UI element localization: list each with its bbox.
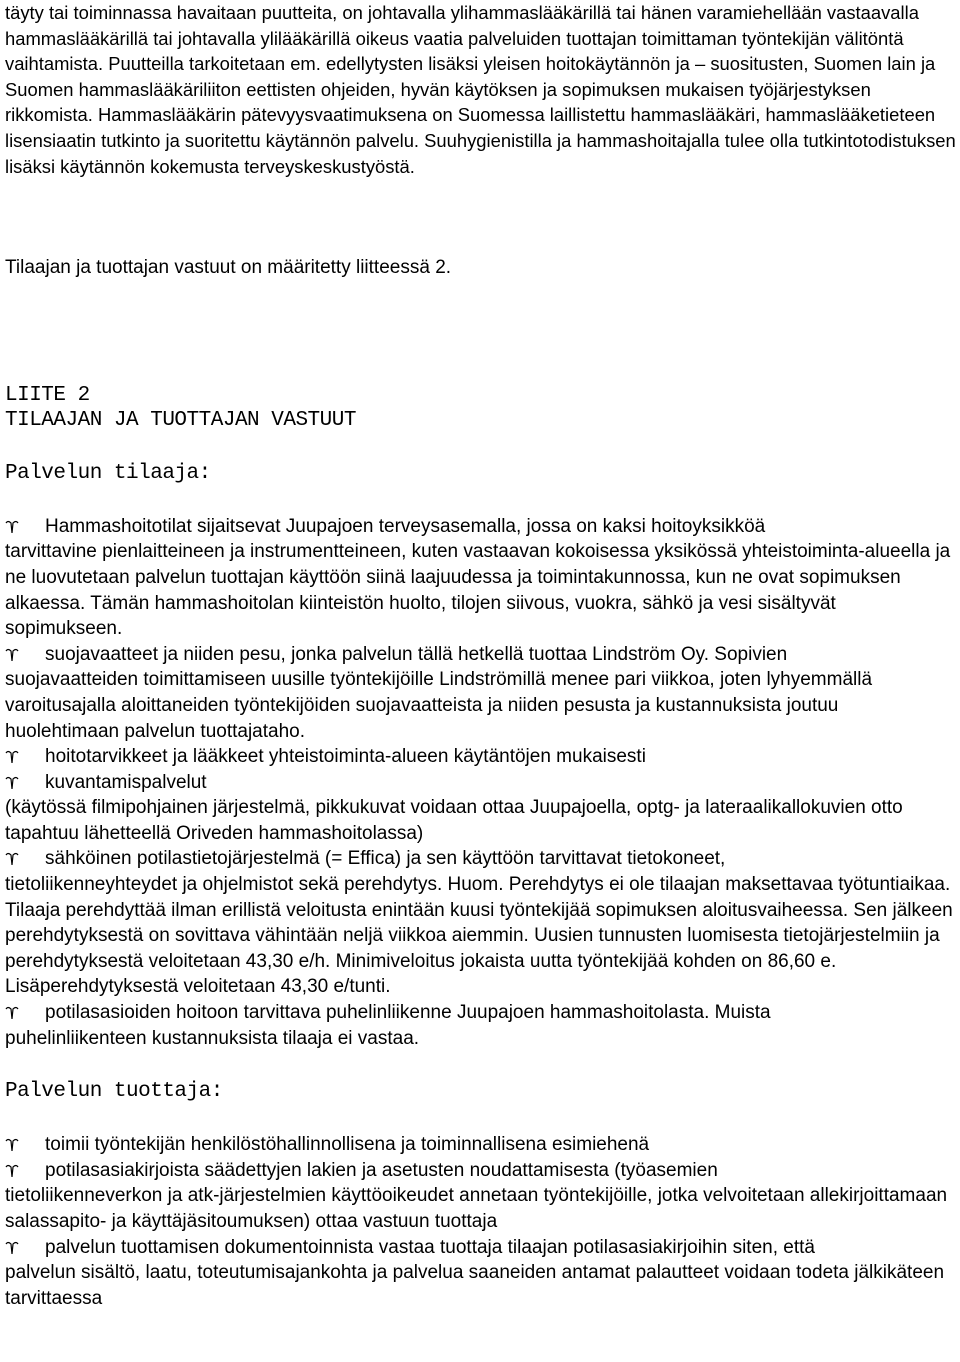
list-item xyxy=(5,744,957,770)
list-item-first-line: potilasasioiden hoitoon tarvittava puhelinliikenne Juupajoen hammashoitolasta. Muista xyxy=(45,1002,771,1024)
tilaaja-heading: Palvelun tilaaja: xyxy=(5,461,211,485)
aries-bullet-icon xyxy=(5,1000,45,1020)
list-item xyxy=(5,1132,957,1158)
list-item xyxy=(5,1158,957,1235)
list-item-continuation: suojavaatteiden toimittamiseen uusille työntekijöille Lindströmillä menee pari viikkoa, joten lyhyemmällä varoitusajalla aloittaneiden työntekijöiden suojavaatteista ja niiden pesusta ja kustannuksista joutuu huolehtimaan palvelun tuottajataho. xyxy=(5,669,873,742)
appendix-title: TILAAJAN JA TUOTTAJAN VASTUUT xyxy=(5,408,356,432)
aries-bullet-icon xyxy=(5,1132,45,1152)
list-item-first-line: suojavaatteet ja niiden pesu, jonka palvelun tällä hetkellä tuottaa Lindström Oy. Sopivien xyxy=(45,643,788,665)
list-item-continuation: (käytössä filmipohjainen järjestelmä, pikkukuvat voidaan ottaa Juupajoella, optg- ja lateraalikallokuvien otto tapahtuu lähetteellä Oriveden hammashoitolassa) xyxy=(5,797,903,844)
intro-paragraph: täyty tai toiminnassa havaitaan puutteita, on johtavalla ylihammaslääkärillä tai hänen varamiehellään vastaavalla hammaslääkärillä tai johtavalla ylilääkärillä oikeus vaatia palveluiden tuottajan toimittaman työntekijän välitöntä vaihtamista. Puutteilla tarkoitetaan em. edellytysten lisäksi yleisen hoitokäytännön ja – suositusten, Suomen lain ja Suomen hammaslääkäriliiton eettisten ohjeiden, hyvän käytöksen ja sopimuksen mukaisen työjärjestyksen rikkomista. Hammaslääkärin pätevyysvaatimuksena on Suomessa laillistettu hammaslääkäri, hammaslääketieteen lisensiaatin tutkinto ja suoritettu käytännön palvelu. Suuhygienistilla ja hammashoitajalla tulee olla tutkintotodistuksen lisäksi käytännön kokemusta terveyskeskustyöstä. xyxy=(5,2,956,177)
aries-bullet-icon xyxy=(5,770,45,790)
list-item-first-line: potilasasiakirjoista säädettyjen lakien ja asetusten noudattamisesta (työasemien xyxy=(45,1159,718,1181)
list-item-first-line: hoitotarvikkeet ja lääkkeet yhteistoiminta-alueen käytäntöjen mukaisesti xyxy=(45,746,646,768)
tuottaja-list xyxy=(5,1132,957,1311)
list-item-continuation: tietoliikenneyhteydet ja ohjelmistot sekä perehdytys. Huom. Perehdytys ei ole tilaajan maksettavaa työtuntiaikaa. Tilaaja perehdyttää ilman erillistä veloitusta enintään kuusi työntekijää sopimuksen aloitusvaiheessa. Sen jälkeen perehdytyksestä on sovittava vähintään neljä viikkoa aiemmin. Uusien tunnusten luomisesta tietojärjestelmiin ja perehdytyksestä veloitetaan 43,30 e/h. Minimiveloitus jokaista uutta työntekijää kohden on 86,60 e. Lisäperehdytyksestä veloitetaan 43,30 e/tunti. xyxy=(5,874,953,998)
list-item-continuation: palvelun sisältö, laatu, toteutumisajankohta ja palvelua saaneiden antamat palautteet voidaan todeta jälkikäteen tarvittaessa xyxy=(5,1262,945,1309)
list-item-continuation: tietoliikenneverkon ja atk-järjestelmien käyttöoikeudet annetaan työntekijöille, jotka velvoitetaan allekirjoittamaan salassapito- ja käyttäjäsitoumuksen) ottaa vastuun tuottaja xyxy=(5,1185,948,1232)
list-item xyxy=(5,642,957,744)
aries-bullet-icon xyxy=(5,642,45,662)
list-item-continuation: tarvittavine pienlaitteineen ja instrumentteineen, kuten vastaavan kokoisessa yksikössä yhteistoiminta-alueella ja ne luovutetaan palvelun tuottajan käyttöön siinä laajuudessa ja toimintakunnossa, kun ne ovat sopimuksen alkaessa. Tämän hammashoitolan kiinteistön huolto, tilojen siivous, vuokra, sähkö ja vesi sisältyvät sopimukseen. xyxy=(5,541,951,640)
list-item xyxy=(5,514,957,642)
list-item-first-line: kuvantamispalvelut xyxy=(45,771,207,793)
aries-bullet-icon xyxy=(5,514,45,534)
tilaaja-list xyxy=(5,514,957,1051)
list-item-first-line: Hammashoitotilat sijaitsevat Juupajoen terveysasemalla, jossa on kaksi hoitoyksikköä xyxy=(45,515,766,537)
document-page xyxy=(5,0,957,1311)
aries-bullet-icon xyxy=(5,744,45,764)
list-item xyxy=(5,1000,957,1051)
appendix-label: LIITE 2 xyxy=(5,383,90,407)
aries-bullet-icon xyxy=(5,846,45,866)
list-item-first-line: sähköinen potilastietojärjestelmä (= Effica) ja sen käyttöön tarvittavat tietokoneet, xyxy=(45,848,726,870)
list-item xyxy=(5,846,957,1000)
list-item xyxy=(5,770,957,847)
responsibilities-sentence: Tilaajan ja tuottajan vastuut on määritetty liitteessä 2. xyxy=(5,257,452,279)
list-item-first-line: toimii työntekijän henkilöstöhallinnollisena ja toiminnallisena esimiehenä xyxy=(45,1134,650,1156)
list-item xyxy=(5,1235,957,1312)
aries-bullet-icon xyxy=(5,1158,45,1178)
tuottaja-heading: Palvelun tuottaja: xyxy=(5,1080,223,1104)
list-item-continuation: puhelinliikenteen kustannuksista tilaaja ei vastaa. xyxy=(5,1027,420,1049)
aries-bullet-icon xyxy=(5,1235,45,1255)
list-item-first-line: palvelun tuottamisen dokumentoinnista vastaa tuottaja tilaajan potilasasiakirjoihin siten, että xyxy=(45,1236,815,1258)
